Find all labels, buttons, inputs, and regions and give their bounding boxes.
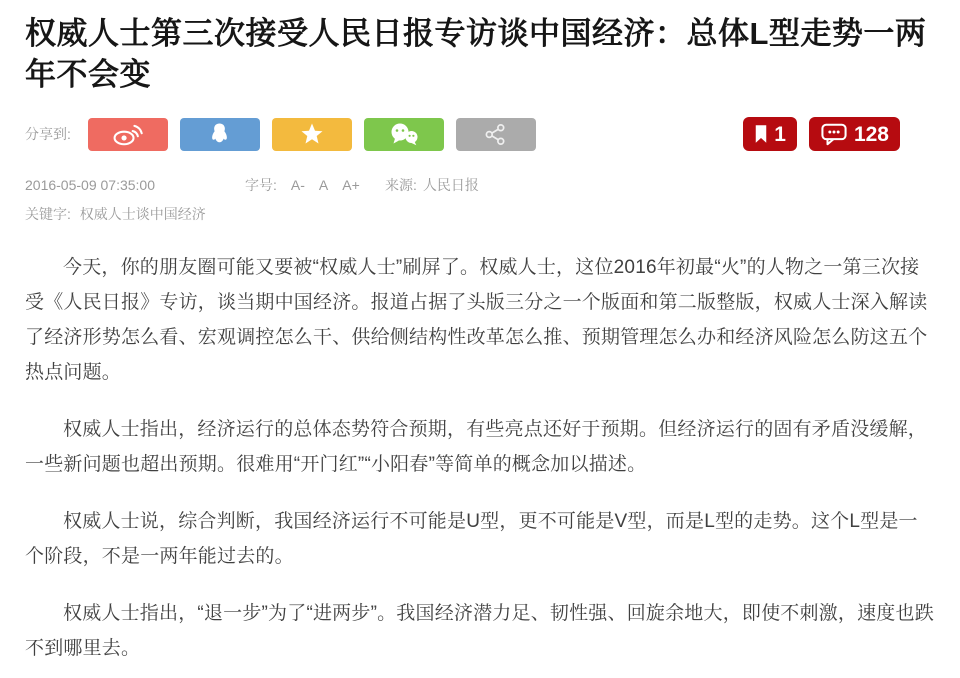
- article-meta: [25, 175, 935, 195]
- bookmark-icon: [754, 124, 768, 144]
- keyword-link[interactable]: 权威人士谈中国经济: [79, 206, 206, 222]
- fontsize-controls: [245, 175, 385, 195]
- share-qq-button[interactable]: [180, 118, 260, 151]
- comment-count: 128: [853, 122, 889, 146]
- share-toolbar: [25, 117, 935, 151]
- fontsize-smaller-button[interactable]: A-: [290, 177, 305, 193]
- share-wechat-button[interactable]: [364, 118, 444, 151]
- favorite-count: 1: [774, 122, 786, 146]
- source-group: [385, 175, 479, 195]
- share-more-button[interactable]: [456, 118, 536, 151]
- article-paragraph: 今天，你的朋友圈可能又要被“权威人士”刷屏了。权威人士，这位2016年初最“火”的人物之一第三次接受《人民日报》专访，谈当期中国经济。报道占据了头版三分之一个版面和第二版整版，权威人士深入解读了经济形势怎么看、宏观调控怎么干、供给侧结构性改革怎么推、预期管理怎么办和经济风险怎么防这五个热点问题。: [25, 257, 928, 383]
- share-nodes-icon: [484, 123, 507, 146]
- share-weibo-button[interactable]: [88, 118, 168, 151]
- weibo-icon: [112, 123, 143, 146]
- article-paragraph: 权威人士指出，经济运行的总体态势符合预期，有些亮点还好于预期。但经济运行的固有矛盾没缓解，一些新问题也超出预期。很难用“开门红”“小阳春”等简单的概念加以描述。: [25, 419, 928, 475]
- article-body: [25, 250, 935, 666]
- keywords-row: [25, 204, 935, 224]
- comment-bubble-icon: [820, 122, 848, 147]
- source-name: 人民日报: [422, 177, 479, 193]
- qzone-star-icon: [300, 122, 324, 146]
- share-to-label: 分享到:: [25, 126, 71, 142]
- badge-group: [731, 117, 900, 151]
- share-qzone-button[interactable]: [272, 118, 352, 151]
- fontsize-label: 字号:: [245, 177, 277, 193]
- article-paragraph: 权威人士指出，“退一步”为了“进两步”。我国经济潜力足、韧性强、回旋余地大，即使不刺激，速度也跌不到哪里去。: [25, 603, 934, 659]
- fontsize-normal-button[interactable]: A: [318, 177, 329, 193]
- fontsize-larger-button[interactable]: A+: [342, 177, 360, 193]
- keywords-label: 关键字:: [25, 206, 71, 222]
- article-title: 权威人士第三次接受人民日报专访谈中国经济：总体L型走势一两年不会变: [25, 16, 927, 92]
- article-page: [0, 13, 960, 666]
- article-paragraph: 权威人士说，综合判断，我国经济运行不可能是U型，更不可能是V型，而是L型的走势。这个L型是一个阶段，不是一两年能过去的。: [25, 511, 918, 567]
- favorite-badge[interactable]: [743, 117, 797, 151]
- qq-icon: [208, 122, 231, 147]
- publish-datetime: 2016-05-09 07:35:00: [25, 177, 155, 193]
- comment-badge[interactable]: [809, 117, 900, 151]
- source-label: 来源:: [385, 177, 417, 193]
- wechat-icon: [389, 122, 419, 146]
